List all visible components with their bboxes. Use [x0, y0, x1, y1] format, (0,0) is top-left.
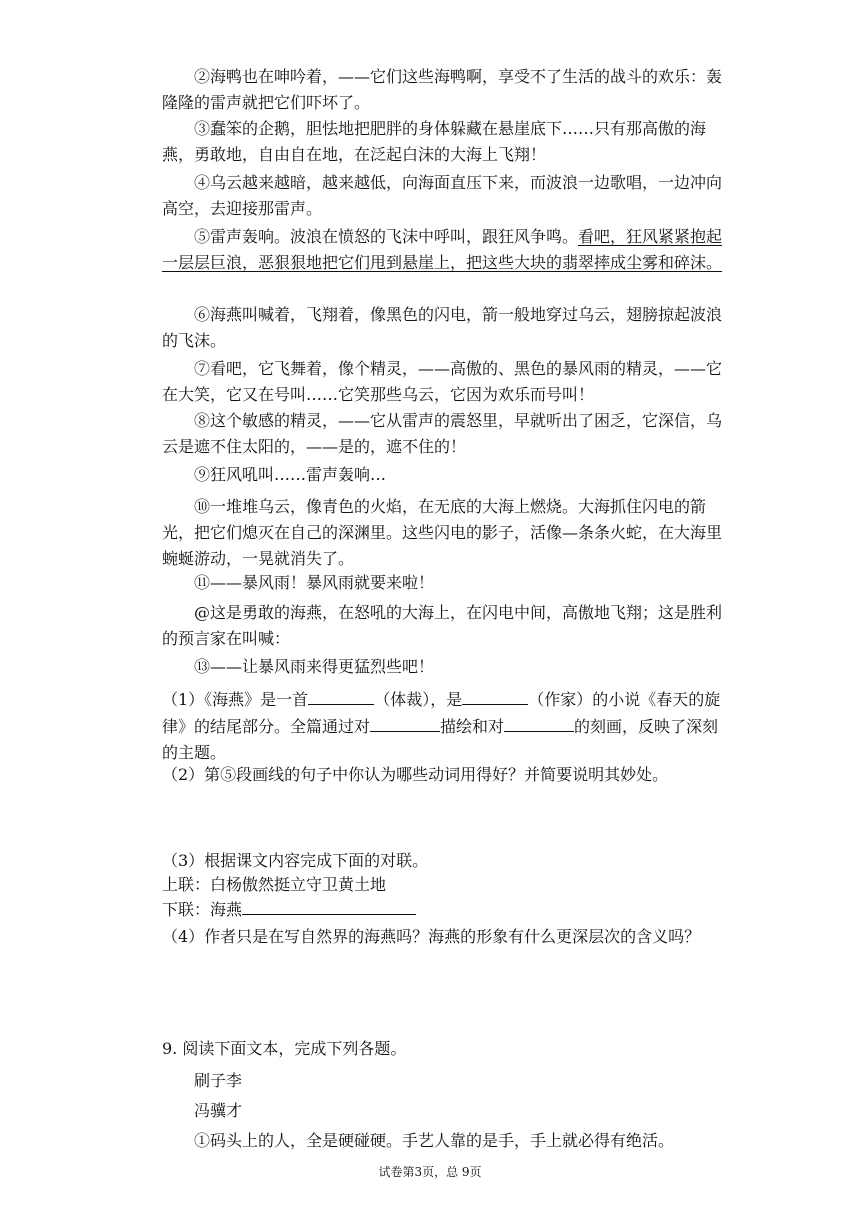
text-paragraph-1: ①码头上的人，全是硬碰硬。手艺人靠的是手，手上就必得有绝活。	[194, 1131, 675, 1150]
paragraph-5-underlined-sentence: 看吧，狂风紧紧抱起一层层巨浪，恶狠狠地把它们甩到悬崖上，把这些大块的翡翠摔成尘雾和碎沫。	[162, 227, 723, 272]
couplet-upper: 上联：白杨傲然挺立守卫黄土地	[162, 875, 387, 894]
answer-blank-depiction[interactable]	[370, 713, 440, 732]
question-3: （3）根据课文内容完成下面的对联。	[162, 851, 429, 870]
question-1	[162, 686, 732, 766]
text-title: 刷子李	[194, 1071, 243, 1090]
paragraph-12: @这是勇敢的海燕，在怒吼的大海上，在闪电中间，高傲地飞翔；这是胜利的预言家在叫喊：	[162, 603, 723, 648]
question-1-part-b: （体裁），是	[374, 690, 463, 709]
paragraph-5	[162, 224, 732, 276]
question-1-part-d: 描绘和对	[440, 717, 505, 736]
paragraph-10: ⑩一堆堆乌云，像青色的火焰，在无底的大海上燃烧。大海抓住闪电的箭光，把它们熄灭在自己的深渊里。这些闪电的影子，活像—条条火蛇，在大海里蜿蜒游动，一晃就消失了。	[162, 497, 723, 568]
paragraph-3: ③蠢笨的企鹅，胆怯地把肥胖的身体躲藏在悬崖底下……只有那高傲的海燕，勇敢地，自由自在地，在泛起白沫的大海上飞翔！	[162, 119, 707, 164]
couplet-lower-label: 下联：海燕	[162, 900, 243, 919]
paragraph-13: ⑬——让暴风雨来得更猛烈些吧！	[194, 657, 435, 676]
answer-blank-genre[interactable]	[308, 686, 374, 705]
answer-blank-couplet[interactable]	[242, 896, 416, 915]
question-1-part-e: 的刻画，反映了深刻的主题。	[162, 717, 719, 762]
question-4: （4）作者只是在写自然界的海燕吗？海燕的形象有什么更深层次的含义吗？	[162, 927, 701, 946]
paragraph-2: ②海鸭也在呻吟着，——它们这些海鸭啊，享受不了生活的战斗的欢乐：轰隆隆的雷声就把它们吓坏了。	[162, 67, 723, 112]
paragraph-6: ⑥海燕叫喊着，飞翔着，像黑色的闪电，箭一般地穿过乌云，翅膀掠起波浪的飞沫。	[162, 305, 723, 350]
question-1-part-c: （作家）的小说《春天的旋律》的结尾部分。全篇通过对	[162, 690, 721, 736]
paragraph-9: ⑨狂风吼叫……雷声轰响…	[194, 465, 387, 484]
paragraph-5-text: ⑤雷声轰响。波浪在愤怒的飞沫中呼叫，跟狂风争鸣。	[194, 227, 579, 246]
answer-blank-portrayal[interactable]	[504, 713, 574, 732]
question-1-part-a: （1）《海燕》是一首	[162, 690, 309, 709]
page-footer: 试卷第3页，总 9页	[378, 1165, 482, 1179]
paragraph-8: ⑧这个敏感的精灵，——它从雷声的震怒里，早就听出了困乏，它深信，乌云是遮不住太阳的，——是的，遮不住的！	[162, 411, 723, 456]
paragraph-11: ⑪——暴风雨！暴风雨就要来啦！	[194, 573, 435, 592]
answer-blank-author[interactable]	[462, 686, 528, 705]
paragraph-7: ⑦看吧，它飞舞着，像个精灵，——高傲的、黑色的暴风雨的精灵，——它在大笑，它又在号叫……它笑那些乌云，它因为欢乐而号叫！	[162, 359, 723, 404]
paragraph-4: ④乌云越来越暗，越来越低，向海面直压下来，而波浪一边歌唱，一边冲向高空，去迎接那雷声。	[162, 173, 723, 218]
section-9-intro: 9. 阅读下面文本，完成下列各题。	[162, 1039, 407, 1058]
question-2: （2）第⑤段画线的句子中你认为哪些动词用得好？并简要说明其妙处。	[162, 765, 669, 784]
couplet-lower	[162, 896, 732, 923]
text-author: 冯骥才	[194, 1101, 243, 1120]
